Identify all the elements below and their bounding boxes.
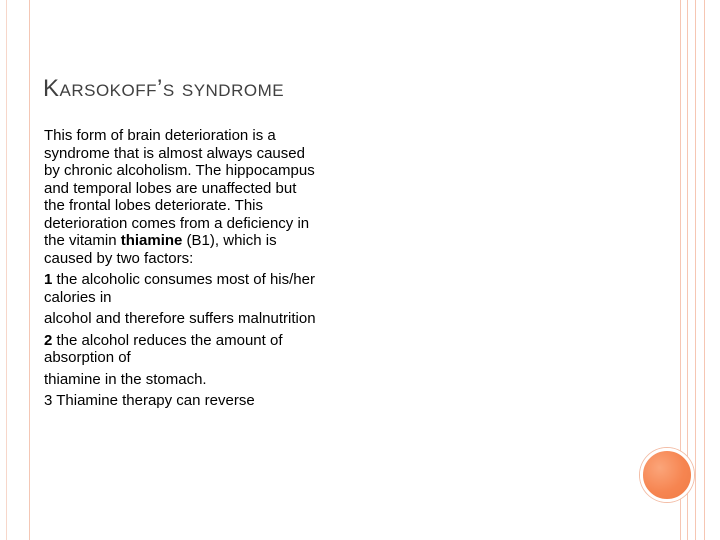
accent-circle [640, 448, 694, 502]
list-item-2-continued: thiamine in the stomach. [44, 370, 207, 388]
intro-paragraph [44, 127, 320, 267]
intro-text-end: (B1), which is caused by two factors: [44, 232, 277, 267]
list-number-1: 1 [44, 271, 53, 288]
list-item-3: 3 Thiamine therapy can reverse [44, 392, 255, 409]
intro-text: This form of brain deterioration is a syndrome that is almost always caused by chronic alcoholism. The hippocampus and temporal lobes are unaffected but the frontal lobes deteriorate. This deterioration comes from a deficiency in the vitamin [44, 127, 315, 249]
slide-body [44, 127, 320, 410]
list-item-1-continued: alcohol and therefore suffers malnutrition [44, 310, 316, 327]
slide-title: Karsokoff’s syndrome [43, 75, 285, 102]
left-frame-decoration [0, 0, 30, 540]
list-item-2 [44, 332, 320, 367]
list-number-2: 2 [44, 331, 53, 349]
bold-term: thiamine [120, 232, 183, 249]
list-text-1: the alcoholic consumes most of his/her calories in [44, 271, 315, 306]
frame-line [695, 0, 696, 540]
list-text-2: the alcohol reduces the amount of absorption of [44, 331, 283, 366]
frame-line [704, 0, 705, 540]
list-item-1 [44, 271, 320, 306]
